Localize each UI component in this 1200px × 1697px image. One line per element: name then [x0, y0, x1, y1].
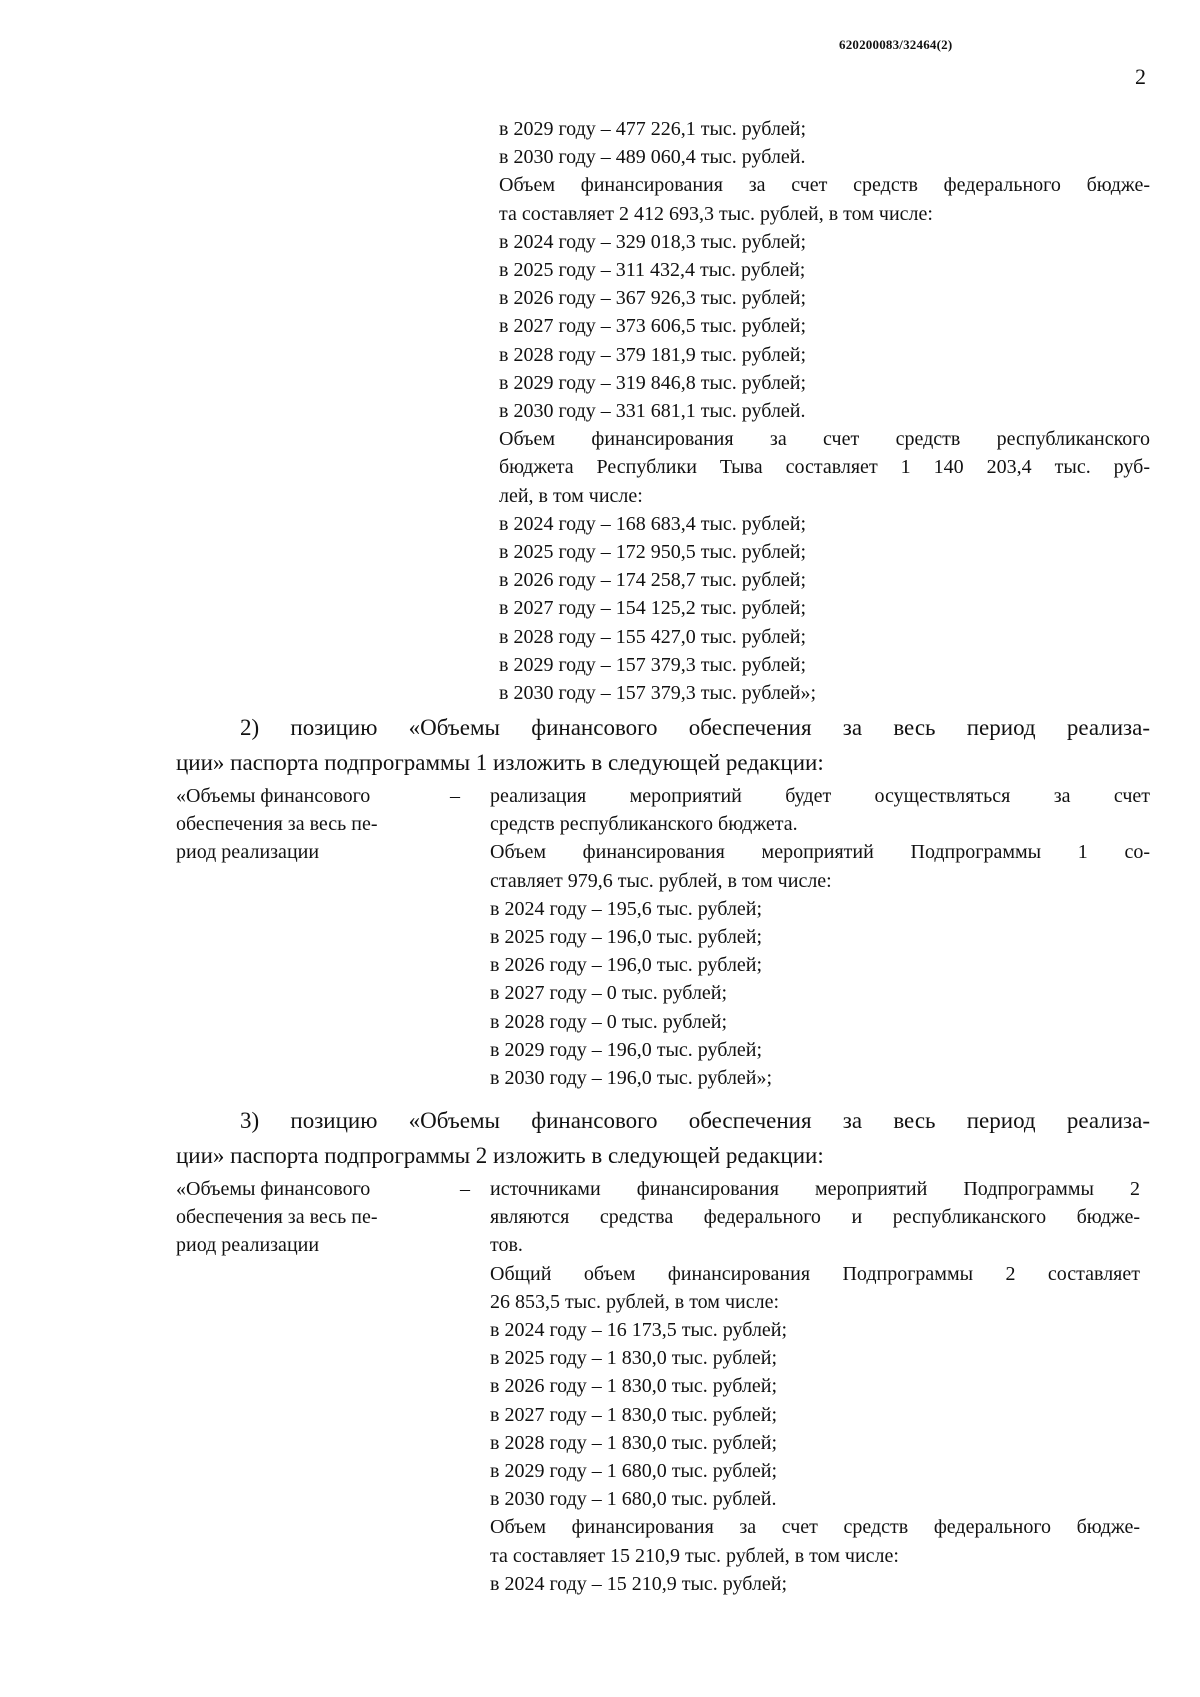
text-line: в 2027 году – 1 830,0 тыс. рублей; [490, 1403, 778, 1426]
paragraph-line: 2) позицию «Объемы финансового обеспечения за весь период реализа- [240, 715, 1150, 740]
text-line: в 2025 году – 196,0 тыс. рублей; [490, 926, 763, 949]
text-line: в 2026 году – 367 926,3 тыс. рублей; [499, 287, 807, 310]
section3-intro [176, 1103, 1150, 1173]
text-line: в 2030 году – 331 681,1 тыс. рублей. [499, 400, 806, 423]
text-line: в 2030 году – 157 379,3 тыс. рублей»; [499, 682, 817, 705]
text-line: источниками финансирования мероприятий Подпрограммы 2 [490, 1178, 1140, 1200]
text-line: в 2030 году – 196,0 тыс. рублей»; [490, 1067, 773, 1090]
label-line: обеспечения за весь пе- [176, 813, 378, 836]
text-line: в 2025 году – 1 830,0 тыс. рублей; [490, 1347, 778, 1370]
text-line: в 2024 году – 168 683,4 тыс. рублей; [499, 512, 807, 535]
text-line: в 2024 году – 195,6 тыс. рублей; [490, 897, 763, 920]
label-line: «Объемы финансового [176, 785, 371, 807]
paragraph-line: ции» паспорта подпрограммы 1 изложить в следующей редакции: [176, 750, 824, 775]
text-line: в 2024 году – 16 173,5 тыс. рублей; [490, 1319, 788, 1342]
text-line: в 2028 году – 379 181,9 тыс. рублей; [499, 343, 807, 366]
text-line: в 2028 году – 155 427,0 тыс. рублей; [499, 625, 807, 648]
section2-dash: – [450, 785, 460, 807]
text-line: в 2029 году – 196,0 тыс. рублей; [490, 1038, 763, 1061]
text-line: Объем финансирования за счет средств республиканского [499, 428, 1150, 451]
text-line: в 2030 году – 489 060,4 тыс. рублей. [499, 146, 806, 169]
text-line: Объем финансирования за счет средств федерального бюдже- [499, 174, 1150, 197]
text-line: в 2029 году – 157 379,3 тыс. рублей; [499, 653, 807, 676]
text-line: та составляет 2 412 693,3 тыс. рублей, в том числе: [499, 202, 933, 225]
text-line: средств республиканского бюджета. [490, 813, 798, 836]
section2-financing-text [490, 782, 1150, 1092]
text-line: Объем финансирования за счет средств федерального бюдже- [490, 1516, 1140, 1539]
text-line: в 2027 году – 0 тыс. рублей; [490, 982, 728, 1005]
section3-dash: – [460, 1178, 470, 1200]
text-line: лей, в том числе: [499, 484, 643, 507]
text-line: реализация мероприятий будет осуществляться за счет [490, 785, 1150, 807]
section3-label [176, 1175, 434, 1260]
text-line: в 2026 году – 196,0 тыс. рублей; [490, 954, 763, 977]
text-line: та составляет 15 210,9 тыс. рублей, в том числе: [490, 1544, 899, 1567]
document-number: 620200083/32464(2) [839, 37, 953, 52]
text-line: ставляет 979,6 тыс. рублей, в том числе: [490, 869, 832, 892]
text-line: в 2025 году – 172 950,5 тыс. рублей; [499, 541, 807, 564]
label-line: риод реализации [176, 1234, 320, 1257]
text-line: в 2028 году – 1 830,0 тыс. рублей; [490, 1431, 778, 1454]
text-line: Общий объем финансирования Подпрограммы 2 составляет [490, 1262, 1140, 1285]
text-line: являются средства федерального и республиканского бюдже- [490, 1206, 1140, 1229]
label-line: риод реализации [176, 841, 320, 864]
label-line: обеспечения за весь пе- [176, 1206, 378, 1229]
paragraph-line: ции» паспорта подпрограммы 2 изложить в следующей редакции: [176, 1143, 824, 1168]
section2-label [176, 782, 434, 867]
text-line: в 2030 году – 1 680,0 тыс. рублей. [490, 1488, 777, 1511]
section3-financing-text [490, 1175, 1140, 1598]
label-line: «Объемы финансового [176, 1178, 371, 1200]
text-line: Объем финансирования мероприятий Подпрограммы 1 со- [490, 841, 1150, 864]
text-line: в 2029 году – 319 846,8 тыс. рублей; [499, 371, 807, 394]
text-line: в 2025 году – 311 432,4 тыс. рублей; [499, 259, 806, 282]
text-line: тов. [490, 1234, 523, 1257]
text-line: в 2026 году – 1 830,0 тыс. рублей; [490, 1375, 778, 1398]
text-line: бюджета Республики Тыва составляет 1 140 203,4 тыс. руб- [499, 456, 1150, 479]
paragraph-line: 3) позицию «Объемы финансового обеспечения за весь период реализа- [240, 1108, 1150, 1133]
text-line: в 2027 году – 373 606,5 тыс. рублей; [499, 315, 807, 338]
section1-financing-text [499, 115, 1150, 707]
text-line: в 2026 году – 174 258,7 тыс. рублей; [499, 569, 807, 592]
section2-intro [176, 710, 1150, 780]
text-line: в 2029 году – 1 680,0 тыс. рублей; [490, 1460, 778, 1483]
text-line: 26 853,5 тыс. рублей, в том числе: [490, 1290, 780, 1313]
text-line: в 2027 году – 154 125,2 тыс. рублей; [499, 597, 807, 620]
text-line: в 2024 году – 329 018,3 тыс. рублей; [499, 230, 807, 253]
text-line: в 2024 году – 15 210,9 тыс. рублей; [490, 1572, 788, 1595]
page-number: 2 [1135, 64, 1146, 89]
text-line: в 2028 году – 0 тыс. рублей; [490, 1010, 728, 1033]
text-line: в 2029 году – 477 226,1 тыс. рублей; [499, 118, 807, 140]
